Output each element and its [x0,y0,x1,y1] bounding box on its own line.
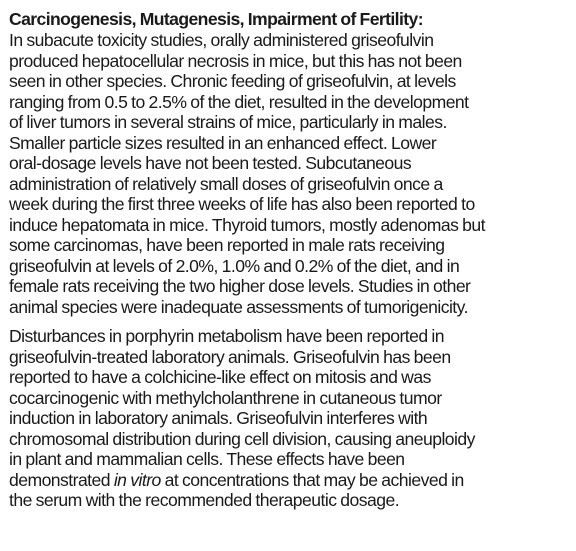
document-body [9,9,569,511]
text-line: ranging from 0.5 to 2.5% of the diet, resulted in the development [9,91,469,112]
text-line: some carcinomas, have been reported in male rats receiving [9,235,445,255]
text-line: in plant and mammalian cells. These effects have been [9,449,405,469]
text-line: animal species were inadequate assessments of tumorigenicity. [9,296,468,317]
text-line: cocarcinogenic with methylcholanthrene in cutaneous tumor [9,387,442,408]
paragraph-porphyrin [9,326,569,511]
text-line: oral-dosage levels have not been tested. Subcutaneous [9,153,412,173]
text-line: of liver tumors in several strains of mice, particularly in males. [9,112,447,132]
section-heading: Carcinogenesis, Mutagenesis, Impairment of Fertility: [9,9,423,29]
text-line: griseofulvin-treated laboratory animals. Griseofulvin has been [9,346,451,367]
italic-term: in vitro [113,469,161,490]
text-line: Disturbances in porphyrin metabolism have been reported in [9,326,445,346]
paragraph-carcinogenesis [9,30,569,317]
text-line: induce hepatomata in mice. Thyroid tumors, mostly adenomas but [9,214,485,235]
text-line-with-italic [9,470,569,491]
text-line: induction in laboratory animals. Griseofulvin interferes with [9,408,428,428]
text-line: the serum with the recommended therapeutic dosage. [9,490,400,510]
text-fragment: at concentrations that may be achieved in [160,469,464,490]
text-line: reported to have a colchicine-like effect on mitosis and was [9,367,431,387]
text-line: In subacute toxicity studies, orally administered griseofulvin [9,30,434,50]
text-line: administration of relatively small doses of griseofulvin once a [9,173,443,194]
text-line: produced hepatocellular necrosis in mice, but this has not been [9,50,462,71]
text-line: chromosomal distribution during cell division, causing aneuploidy [9,428,475,449]
text-line: griseofulvin at levels of 2.0%, 1.0% and 0.2% of the diet, and in [9,255,460,276]
text-line: female rats receiving the two higher dose levels. Studies in other [9,276,471,296]
text-fragment: demonstrated [9,469,114,490]
text-line: week during the first three weeks of life has also been reported to [9,194,475,214]
text-line: Smaller particle sizes resulted in an enhanced effect. Lower [9,132,437,153]
text-line: seen in other species. Chronic feeding of griseofulvin, at levels [9,71,456,91]
